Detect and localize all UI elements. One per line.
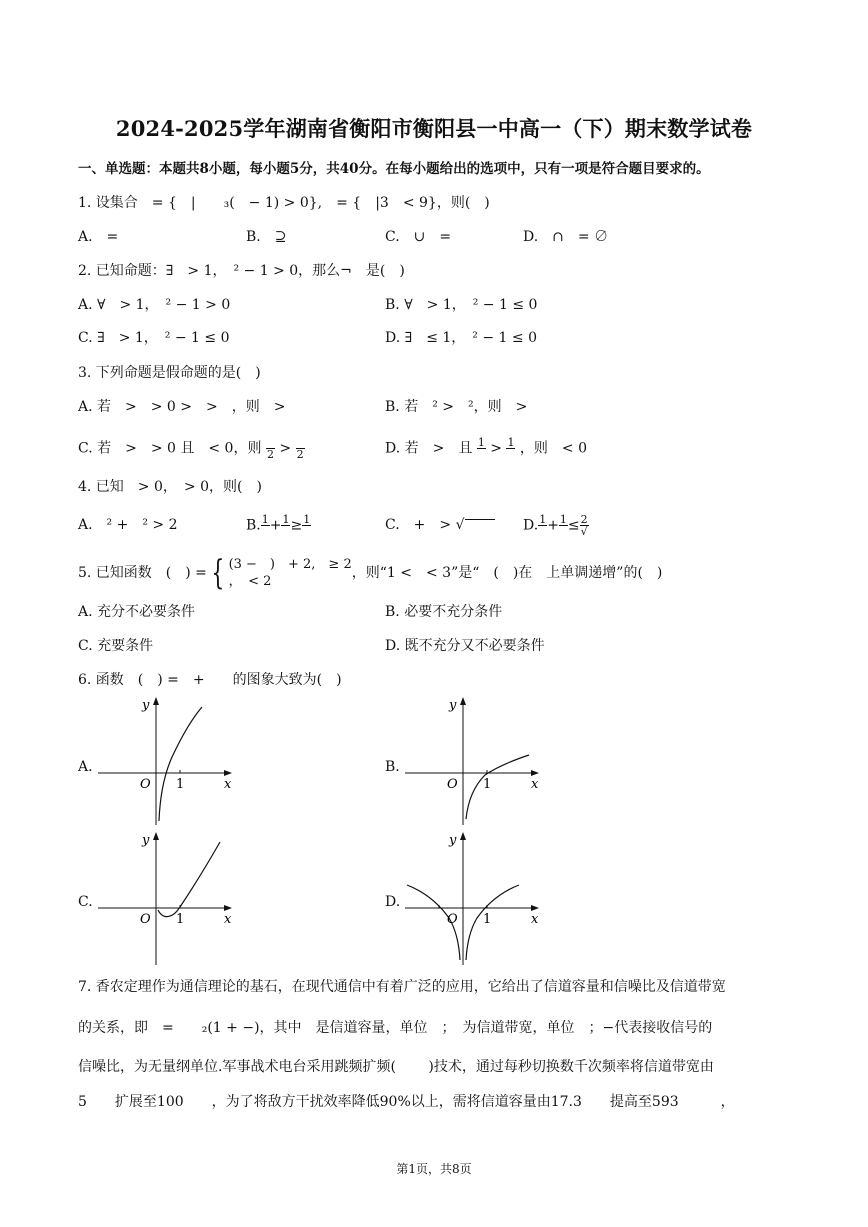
axis-x-label: x (531, 912, 539, 927)
question-6-stem: 6. 函数 ( ) = + 的图象大致为( ) (78, 672, 342, 688)
question-3-option-a: A. 若 > > 0 > > ，则 > (78, 399, 286, 415)
fraction: 1 (559, 513, 567, 526)
fraction: 1 (477, 436, 485, 449)
axis-y-label: y (142, 833, 150, 848)
axis-x-label: x (224, 777, 232, 792)
plus-symbol: + (547, 517, 559, 534)
origin-label: O (447, 777, 458, 792)
graph-a (98, 695, 238, 825)
relation-symbol: ≤ (567, 517, 580, 534)
question-5-option-b: B. 必要不充分条件 (385, 604, 503, 620)
question-2-option-a: A. ∀ > 1， ² − 1 > 0 (78, 297, 231, 313)
page-title: 2024-2025学年湖南省衡阳市衡阳县一中高一（下）期末数学试卷 (115, 116, 753, 141)
option-label: B. (246, 517, 261, 534)
tick-label: 1 (483, 777, 492, 792)
page-footer: 第1页，共8页 (396, 1162, 472, 1176)
option-text: C. + > √ (385, 517, 465, 533)
question-7-line-4: 5 扩展至100 ，为了将敌方干扰效率降低90%以上，需将信道容量由17.3 提高至593 ， (78, 1094, 735, 1110)
origin-label: O (447, 912, 458, 927)
fraction: 1 (282, 513, 290, 526)
question-4-option-c (385, 516, 495, 534)
axis-y-label: y (449, 833, 457, 848)
graph-c (98, 830, 238, 965)
question-1-option-b: B. ⊇ (246, 229, 287, 245)
case-1: (3 − ) + 2, ≥ 2 (228, 557, 352, 572)
axis-y-label: y (142, 698, 150, 713)
origin-label: O (140, 912, 151, 927)
fraction: $\frac{2}{√}$ (580, 513, 588, 538)
question-5-option-a: A. 充分不必要条件 (78, 604, 196, 620)
question-1-option-a: A. = (78, 229, 119, 245)
piecewise-cases (229, 556, 352, 590)
fraction: 2 (266, 437, 275, 460)
question-4-stem: 4. 已知 > 0， > 0，则( ) (78, 479, 262, 495)
question-3-option-c-text: C. 若 > > 0 且 < 0，则 (78, 440, 262, 457)
graph-label-d: D. (385, 894, 401, 910)
question-5-option-d: D. 既不充分又不必要条件 (385, 638, 545, 654)
question-1-option-d: D. ∩ = ∅ (523, 229, 609, 245)
question-4-option-b (246, 514, 311, 537)
question-5-tail: ，则“1 < < 3”是“ ( )在 上单调递增”的( ) (351, 565, 663, 581)
question-3-option-c (78, 437, 305, 460)
graph-b (405, 695, 545, 825)
question-7-line-2: 的关系，即 = ₂(1 + −)，其中 是信道容量，单位 ； 为信道带宽，单位 ；−代表接收信号的 (78, 1020, 713, 1036)
axis-x-label: x (224, 912, 232, 927)
question-3-option-b: B. 若 ² > ²，则 > (385, 399, 528, 415)
question-7-line-3: 信噪比，为无量纲单位.军事战术电台采用跳频扩频( )技术，通过每秒切换数千次频率将信道带宽由 (78, 1059, 714, 1075)
graph-label-c: C. (78, 894, 93, 910)
radical-bar (465, 519, 495, 532)
question-5-stem (78, 553, 663, 593)
question-1-stem: 1. 设集合 = { | ₃( − 1) > 0}, = { |3 < 9}，则( ) (78, 195, 490, 211)
question-5-lead: 5. 已知函数 ( ) = (78, 565, 207, 581)
tick-label: 1 (483, 912, 492, 927)
fraction: 2 (296, 437, 305, 460)
relation-symbol: > (279, 440, 292, 457)
axis-x-label: x (531, 777, 539, 792)
question-2-option-c: C. ∃ > 1， ² − 1 ≤ 0 (78, 330, 230, 346)
fraction: 1 (507, 436, 515, 449)
question-3-option-d-tail: ，则 < 0 (519, 440, 587, 457)
graph-d (405, 830, 545, 965)
graph-label-a: A. (78, 759, 93, 775)
relation-symbol: ≥ (290, 517, 303, 534)
fraction: 1 (261, 513, 269, 526)
tick-label: 1 (176, 777, 185, 792)
question-4-option-a: A. ² + ² > 2 (78, 517, 178, 533)
axis-y-label: y (449, 698, 457, 713)
brace: { (211, 553, 225, 593)
graph-label-b: B. (385, 759, 400, 775)
option-label: D. (523, 517, 539, 534)
relation-symbol: > (490, 440, 502, 457)
tick-label: 1 (176, 912, 185, 927)
question-2-stem: 2. 已知命题：∃ > 1， ² − 1 > 0，那么¬ 是( ) (78, 263, 405, 279)
question-2-option-d: D. ∃ ≤ 1， ² − 1 ≤ 0 (385, 330, 537, 346)
question-7-line-1: 7. 香农定理作为通信理论的基石，在现代通信中有着广泛的应用，它给出了信道容量和信噪比及信道带宽 (78, 979, 726, 995)
question-1-option-c: C. ∪ = (385, 229, 452, 245)
plus-symbol: + (269, 517, 282, 534)
section-header: 一、单选题：本题共8小题，每小题5分，共40分。在每小题给出的选项中，只有一项是符合题目要求的。 (78, 161, 710, 177)
fraction: 1 (539, 513, 547, 526)
question-2-option-b: B. ∀ > 1， ² − 1 ≤ 0 (385, 297, 538, 313)
origin-label: O (140, 777, 151, 792)
question-3-stem: 3. 下列命题是假命题的是( ) (78, 365, 261, 381)
question-3-option-d (385, 437, 587, 460)
case-2: ， < 2 (228, 574, 272, 589)
question-3-option-d-text: D. 若 > 且 (385, 440, 473, 457)
question-4-option-d (523, 514, 589, 537)
question-5-option-c: C. 充要条件 (78, 638, 154, 654)
fraction: 1 (303, 513, 311, 526)
